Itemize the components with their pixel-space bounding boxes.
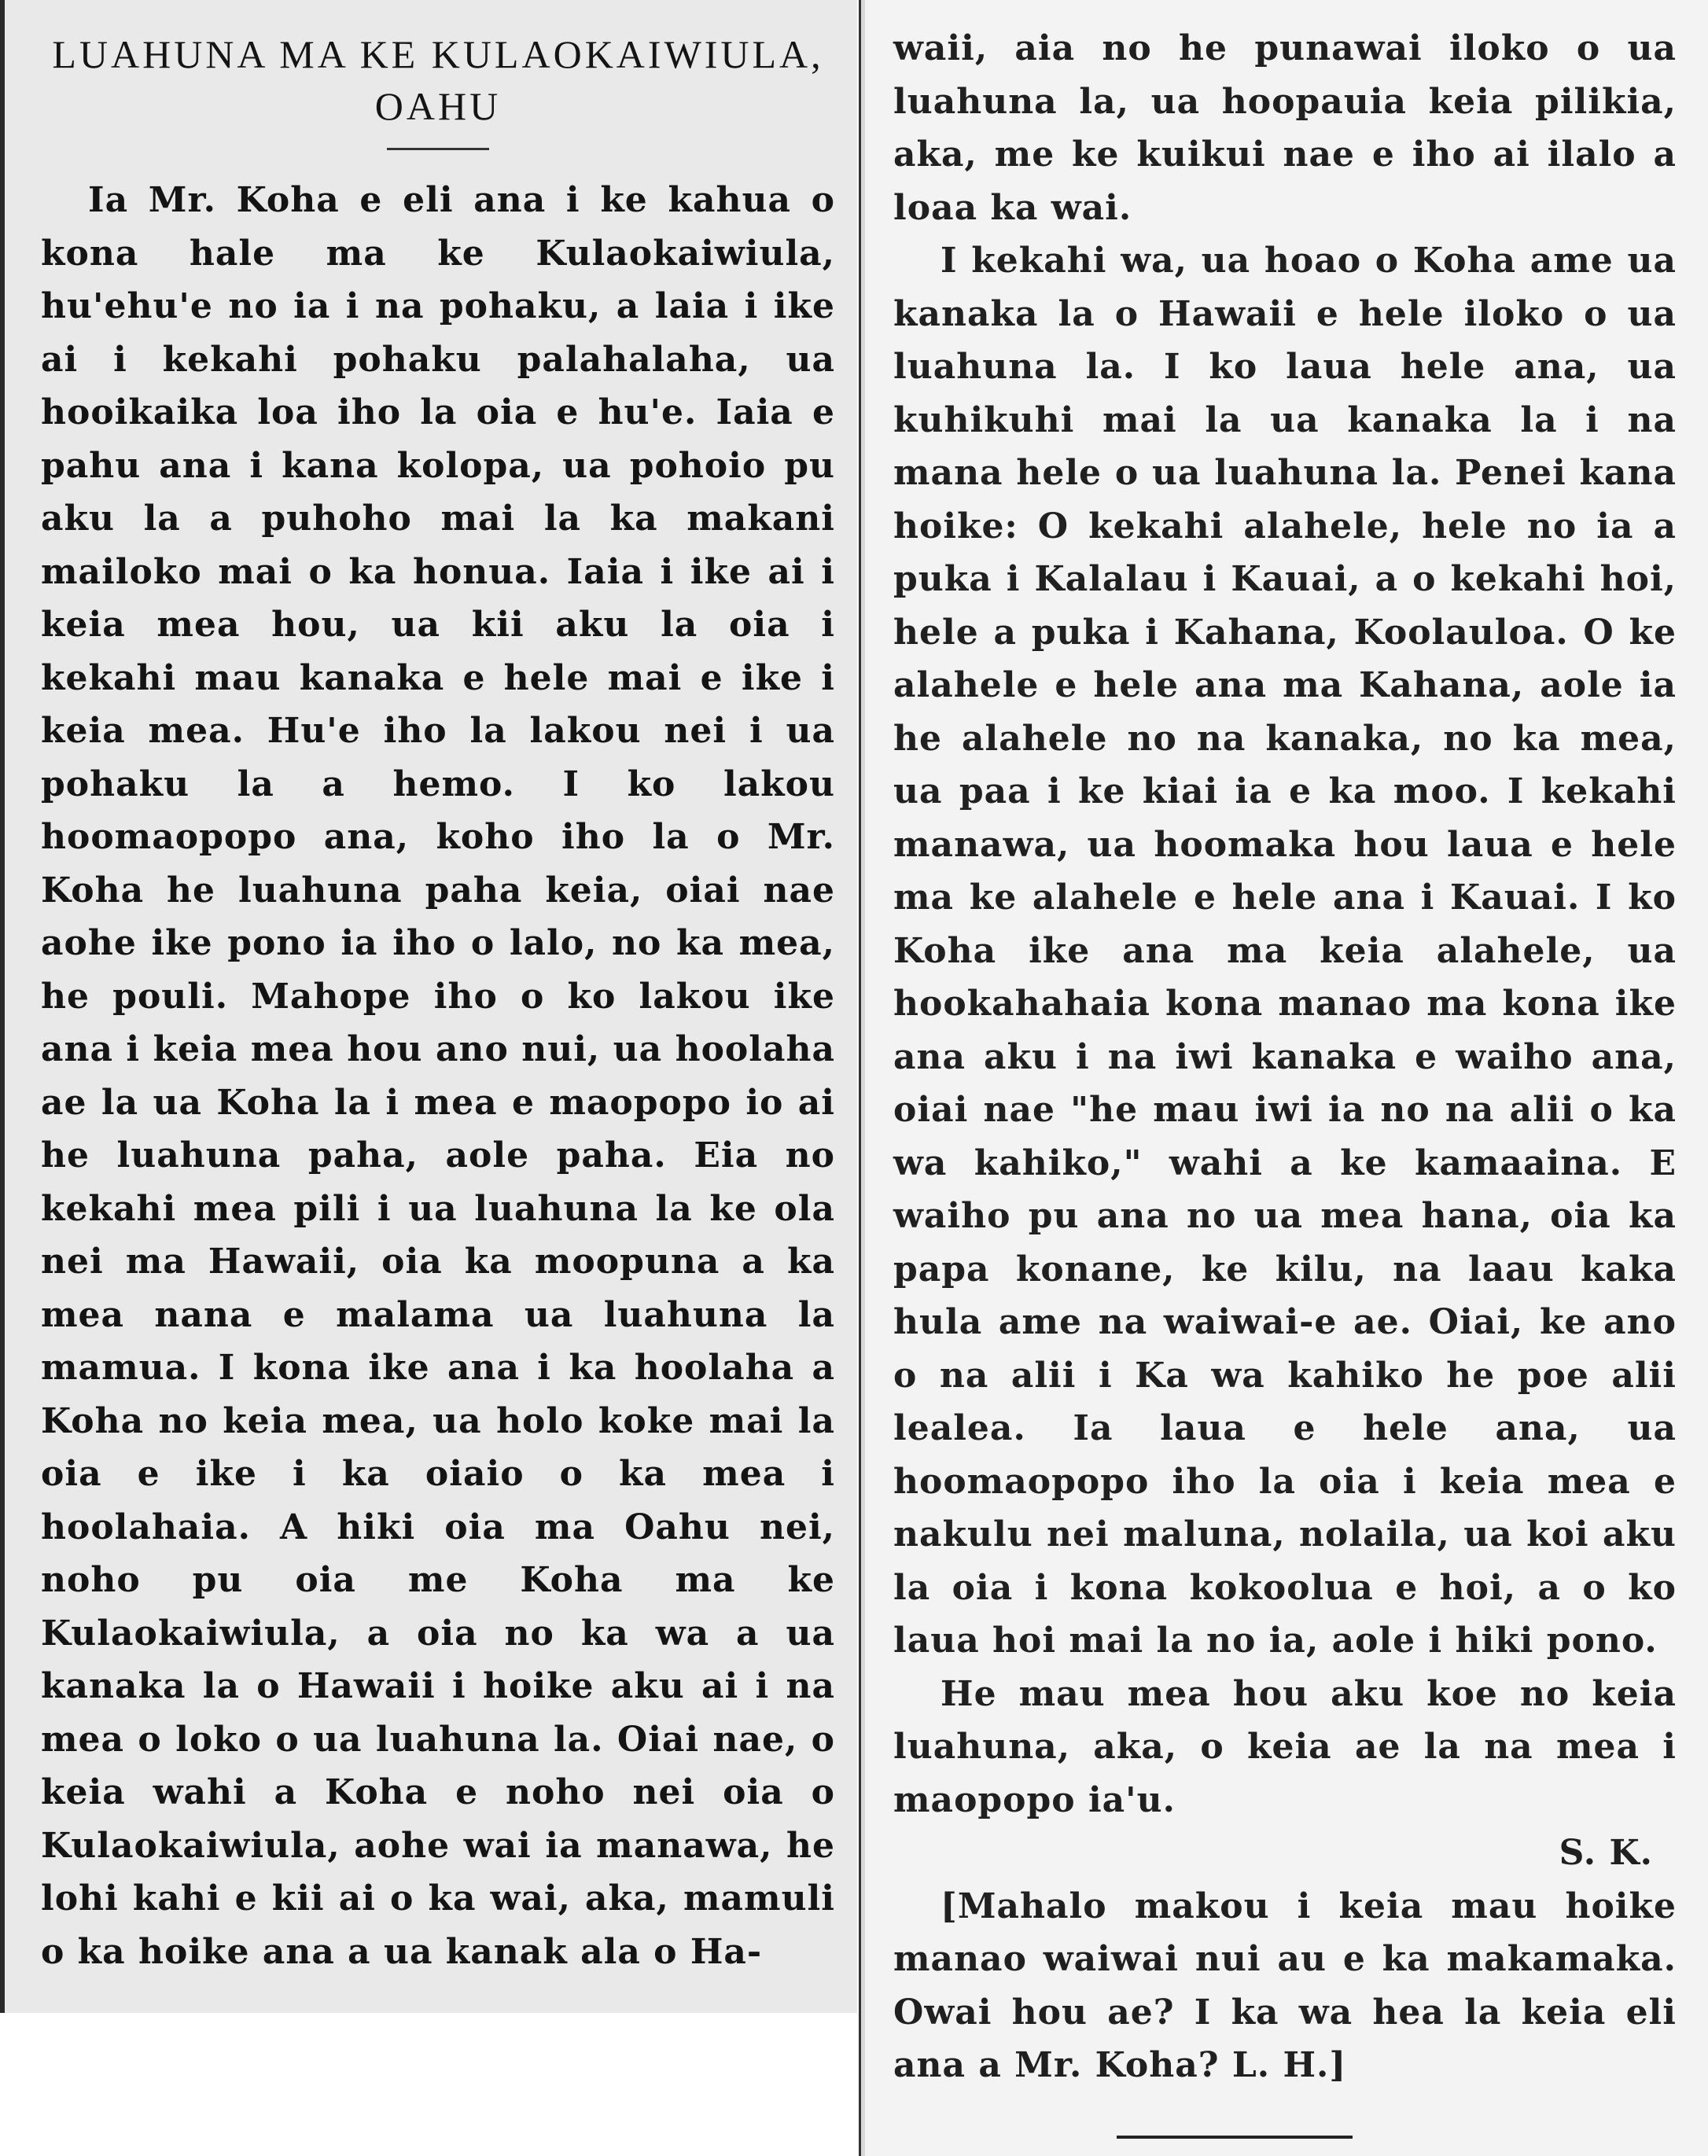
right-column (865, 0, 1708, 2156)
article-paragraph-continuation: waii, aia no he punawai iloko o ua luahuna la, ua hoopauia keia pilikia, aka, me ke kuikui nae e iho ai ilalo a loaa ka wai. (893, 28, 1677, 228)
article-paragraph-2: I kekahi wa, ua hoao o Koha ame ua kanaka la o Hawaii e hele iloko o ua luahuna la. I ko laua hele ana, ua kuhikuhi mai la ua kanaka la i na mana hele o ua luahuna la. Penei kana hoike: O kekahi alahele, hele no ia a puka i Kalalau i Kauai, a o kekahi hoi, hele a puka i Kahana, Koolauloa. O ke alahele e hele ana ma Kahana, aole ia he alahele no na kanaka, no ka mea, ua paa i ke kiai ia e ka moo. I kekahi manawa, ua hoomaka hou laua e hele ma ke alahele e hele ana i Kauai. I ko Koha ike ana ma keia alahele, ua hookahahaia kona manao ma kona ike ana aku i na iwi kanaka e waiho ana, oiai nae "he mau iwi ia no na alii o ka wa kahiko," wahi a ke kamaaina. E waiho pu ana no ua mea hana, oia ka papa konane, ke kilu, na laau kaka hula ame na waiwai-e ae. Oiai, ke ano o na alii i Ka wa kahiko he poe alii lealea. Ia laua e hele ana, ua hoomaopopo iho la oia i keia mea e nakulu nei maluna, nolaila, ua koi aku la oia i kona kokoolua e hoi, a o ko laua hoi mai la no ia, aole i hiki pono. (893, 241, 1677, 1661)
editor-note: [Mahalo makou i keia mau hoike manao waiwai nui au e ka makamaka. Owai hou ae? I ka wa hea la keia eli ana a Mr. Koha? L. H.] (893, 1886, 1677, 2085)
article-title: LUAHUNA MA KE KULAOKAIWIULA, OAHU (52, 32, 824, 128)
author-signature: S. K. (1559, 1833, 1653, 1873)
left-column (0, 0, 857, 2013)
article-paragraph-3-text: He mau mea hou aku koe no keia luahuna, aka, o keia ae la na mea i maopopo ia'u. (893, 1673, 1677, 1820)
article-paragraph-3 (893, 1668, 1677, 1880)
article-paragraph-1: Ia Mr. Koha e eli ana i ke kahua o kona hale ma ke Kulaokaiwiula, hu'ehu'e no ia i na pohaku, a laia i ike ai i kekahi pohaku palahalaha, ua hooikaika loa iho la oia e hu'e. Iaia e pahu ana i kana kolopa, ua pohoio pu aku la a puhoho mai la ka makani mailoko mai o ka honua. Iaia i ike ai i keia mea hou, ua kii aku la oia i kekahi mau kanaka e hele mai e ike i keia mea. Hu'e iho la lakou nei i ua pohaku la a hemo. I ko lakou hoomaopopo ana, koho iho la o Mr. Koha he luahuna paha keia, oiai nae aohe ike pono ia iho o lalo, no ka mea, he pouli. Mahope iho o ko lakou ike ana i keia mea hou ano nui, ua hoolaha ae la ua Koha la i mea e maopopo io ai he luahuna paha, aole paha. Eia no kekahi mea pili i ua luahuna la ke ola nei ma Hawaii, oia ka moopuna a ka mea nana e malama ua luahuna la mamua. I kona ike ana i ka hoolaha a Koha no keia mea, ua holo koke mai la oia e ike i ka oiaio o ka mea i hoolahaia. A hiki oia ma Oahu nei, noho pu oia me Koha ma ke Kulaokaiwiula, a oia no ka wa a ua kanaka la o Hawaii i hoike aku ai i na mea o loko o ua luahuna la. Oiai nae, o keia wahi a Koha e noho nei oia o Kulaokaiwiula, aohe wai ia manawa, he lohi kahi e kii ai o ka wai, aka, mamuli o ka hoike ana a ua kanak ala o Ha- (41, 180, 835, 1972)
end-divider (1117, 2136, 1353, 2139)
title-divider (387, 148, 489, 150)
